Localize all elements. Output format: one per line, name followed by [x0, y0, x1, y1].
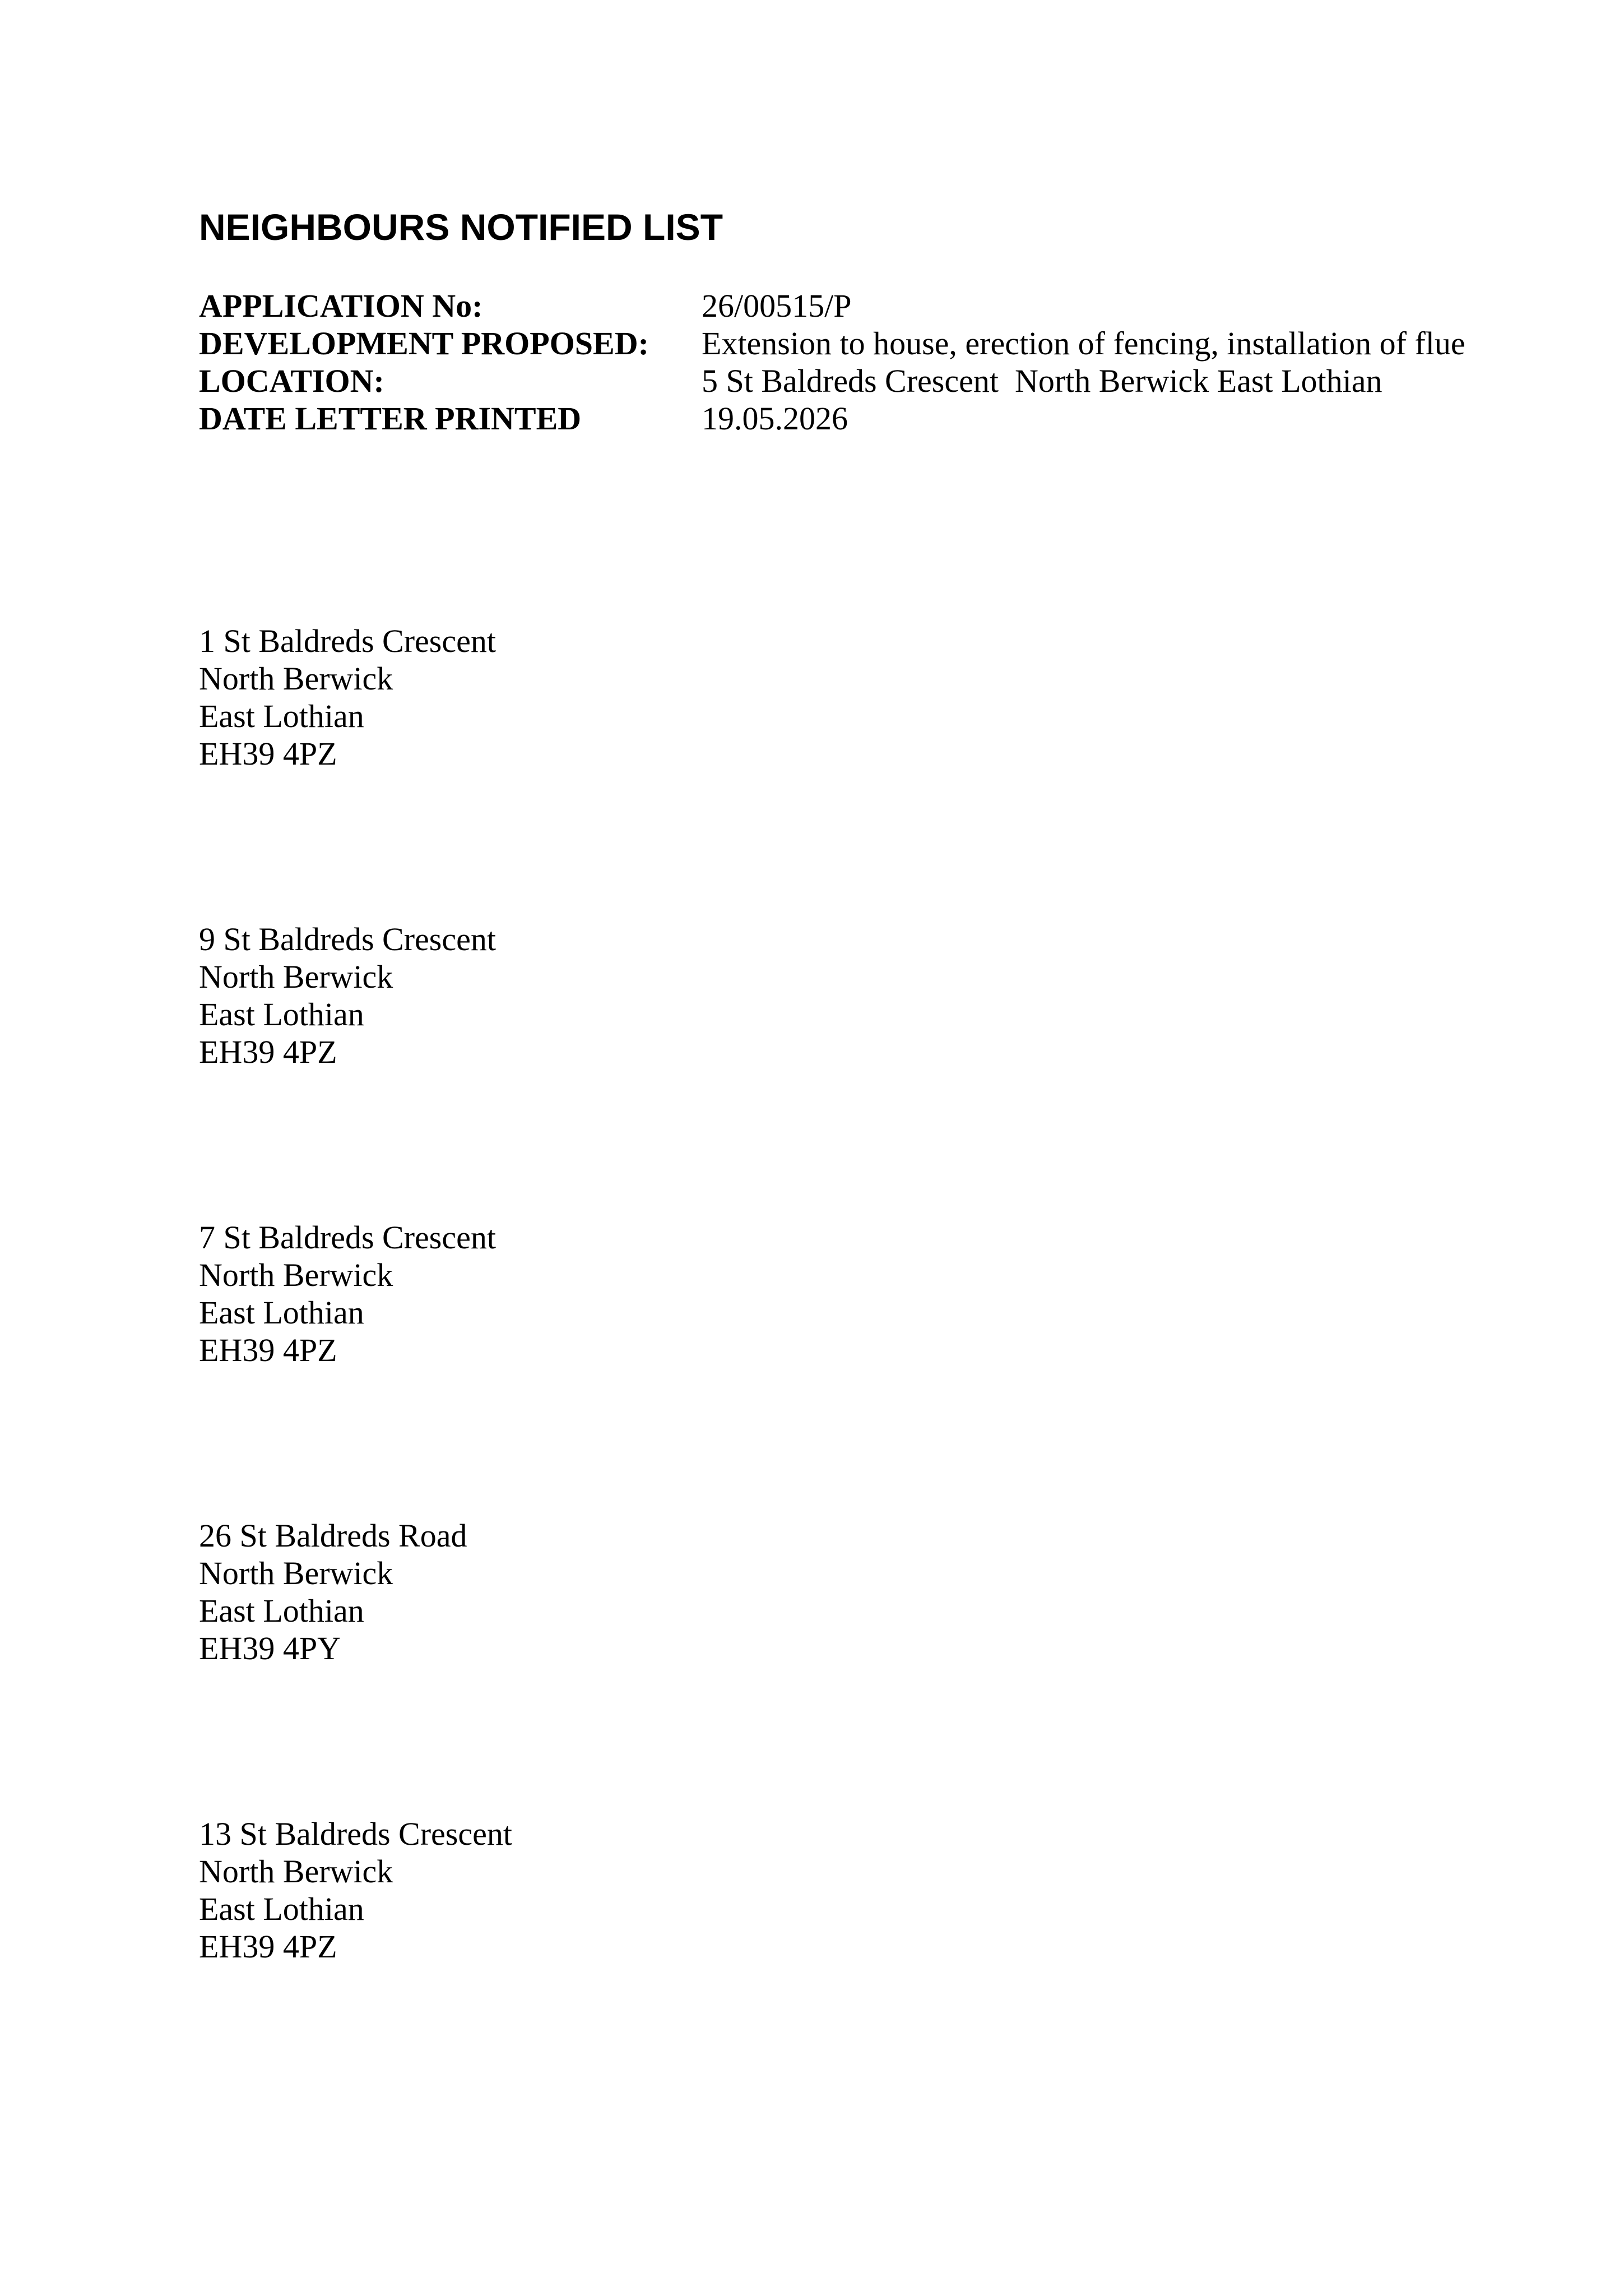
address-region: East Lothian [199, 1891, 364, 1927]
address-region: East Lothian [199, 996, 364, 1033]
address-street: 26 St Baldreds Road [199, 1517, 467, 1554]
development-proposed-value: Extension to house, erection of fencing, installation of flue [702, 325, 1465, 362]
address-town: North Berwick [199, 959, 393, 995]
neighbour-address [199, 920, 496, 1071]
address-street: 1 St Baldreds Crescent [199, 623, 496, 659]
address-street: 9 St Baldreds Crescent [199, 921, 496, 957]
address-postcode: EH39 4PZ [199, 1928, 337, 1965]
application-details [199, 287, 1465, 437]
application-number-label: APPLICATION No: [199, 288, 483, 324]
neighbour-address [199, 1815, 512, 1965]
address-postcode: EH39 4PZ [199, 1332, 337, 1368]
address-region: East Lothian [199, 698, 364, 734]
address-town: North Berwick [199, 1853, 393, 1890]
neighbour-address [199, 622, 496, 772]
date-letter-printed-value: 19.05.2026 [702, 400, 848, 437]
date-letter-printed-row [199, 400, 1465, 437]
location-value: 5 St Baldreds Crescent North Berwick East Lothian [702, 363, 1382, 399]
address-region: East Lothian [199, 1593, 364, 1629]
address-street: 13 St Baldreds Crescent [199, 1816, 512, 1852]
neighbour-address [199, 1517, 467, 1667]
address-town: North Berwick [199, 660, 393, 697]
development-proposed-label: DEVELOPMENT PROPOSED: [199, 325, 649, 362]
application-number-row [199, 287, 1465, 325]
location-label: LOCATION: [199, 363, 384, 399]
date-letter-printed-label: DATE LETTER PRINTED [199, 400, 582, 437]
development-proposed-row [199, 325, 1465, 362]
location-row [199, 362, 1465, 400]
document-title: NEIGHBOURS NOTIFIED LIST [199, 206, 723, 248]
address-town: North Berwick [199, 1555, 393, 1591]
application-number-value: 26/00515/P [702, 288, 852, 324]
address-street: 7 St Baldreds Crescent [199, 1219, 496, 1256]
address-region: East Lothian [199, 1294, 364, 1331]
neighbour-address [199, 1219, 496, 1369]
address-town: North Berwick [199, 1257, 393, 1293]
address-postcode: EH39 4PZ [199, 1034, 337, 1070]
address-postcode: EH39 4PZ [199, 735, 337, 772]
address-postcode: EH39 4PY [199, 1630, 341, 1667]
